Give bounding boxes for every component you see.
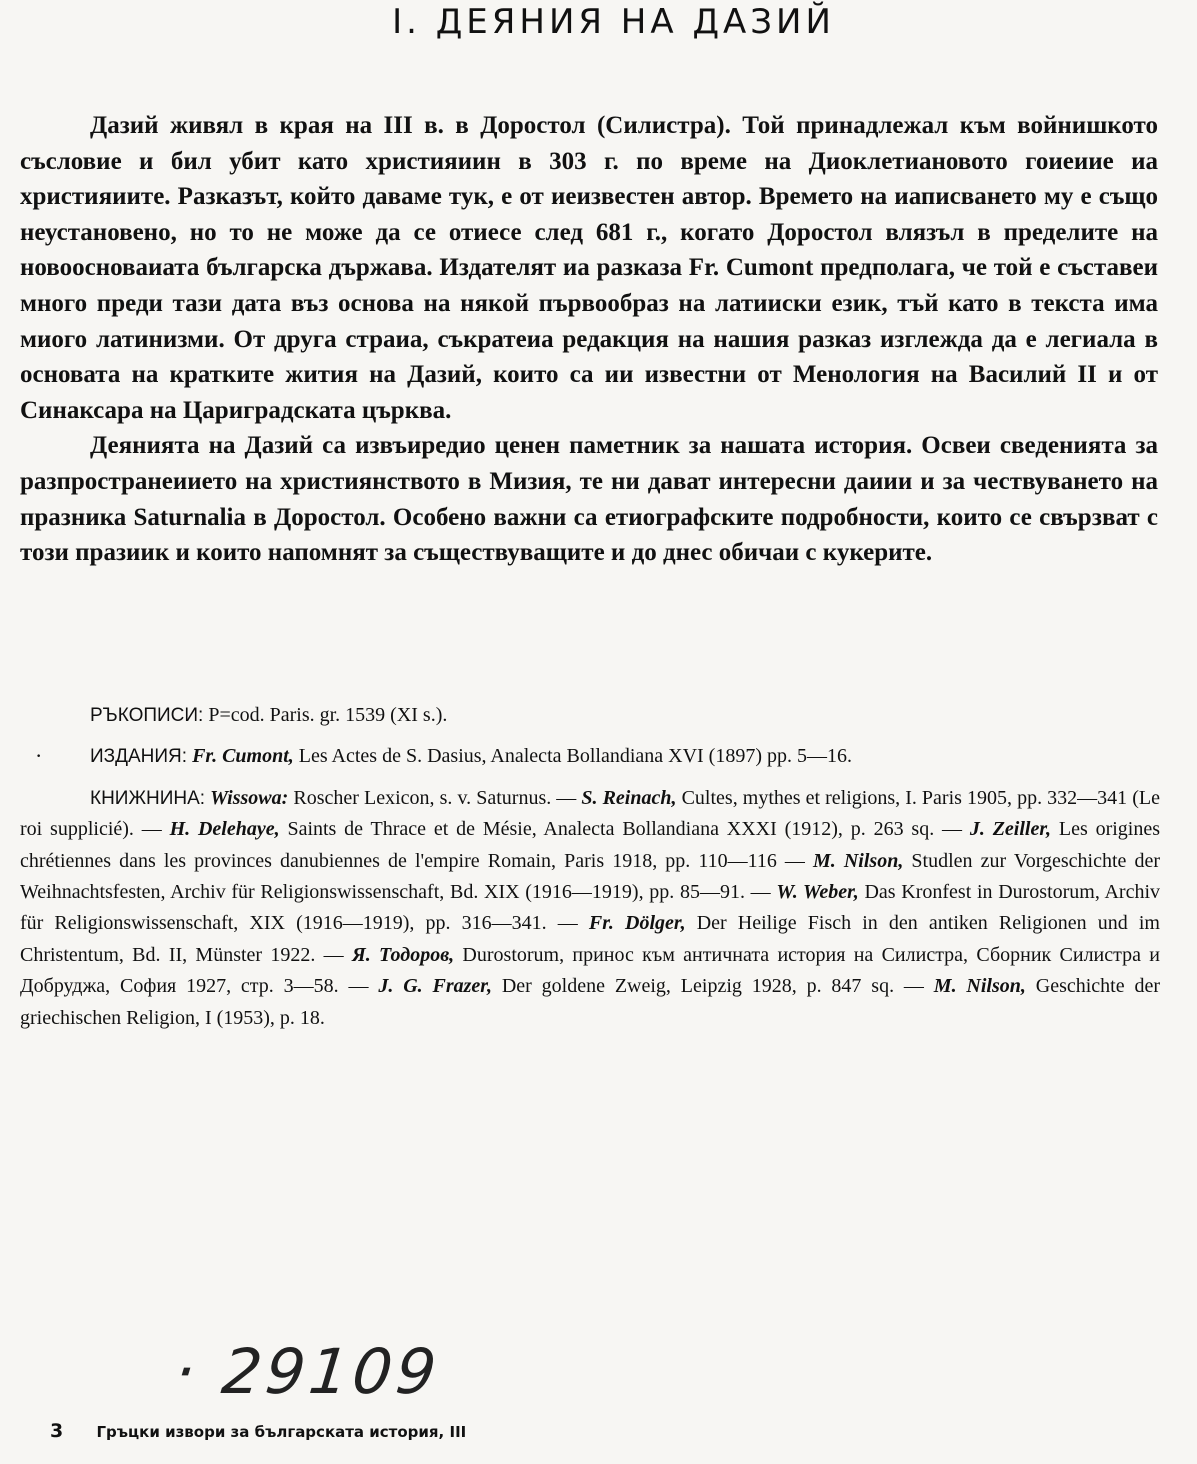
paragraph-intro: Дазий живял в края на III в. в Доростол (Силистра). Той принадлежал към войнишкото съсловие и бил убит като християиин в 303 г. по време на Диоклетиановото гоиеиие иа християиите. Разказът, който даваме тук, е от иеизвестен автор. Времето на иаписването му е също неустановено, но то не може да се отиесе след 681 г., когато Доростол влязъл в пределите на новоосноваиата българска държава. Издателят иа разказа Fr. Cumont предполага, че той е съставеи много преди тази дата въз основа на някой първообраз на латииски език, тъй като в текста има миого латинизми. От друга страиа, съкратеиа редакция на нашия разказ изглежда да е легиала в основата на кратките жития на Дазий, които са ии известни от Менология на Василий II и от Синаксара на Цариградската църква. bbox=[20, 112, 1158, 424]
bib-author: Wissowa: bbox=[210, 786, 289, 809]
bib-author: J. Zeiller, bbox=[969, 818, 1052, 841]
editions-text: Les Actes de S. Dasius, Analecta Bollandiana XVI (1897) pp. 5—16. bbox=[298, 745, 853, 768]
editions-label: ИЗДАНИЯ: bbox=[90, 746, 188, 768]
manuscripts-text: P=cod. Paris. gr. 1539 (XI s.). bbox=[208, 704, 448, 726]
bib-author: W. Weber, bbox=[776, 881, 859, 904]
bib-text: Der goldene Zweig, Leipzig 1928, p. 847 sq. — bbox=[491, 975, 934, 998]
bib-author: S. Reinach, bbox=[581, 786, 677, 809]
bib-text: Studlen zur Vorgeschichte der Weihnachtsfesten, Archiv für Religionswissenschaft, Bd. XIX (1916—1919), pp. 85—91. — bbox=[20, 849, 1161, 904]
handwritten-dot: · bbox=[171, 1335, 227, 1408]
bib-text: Les origines chrétiennes dans les provinces danubiennes de l'empire Romain, Paris 1918, pp. 110—116 — bbox=[20, 818, 1161, 872]
footer-series-title: Гръцки извори за българската история, III bbox=[96, 1423, 467, 1441]
references-section bbox=[20, 700, 1160, 1044]
paragraph-significance: Деянията на Дазий са извъиредио ценен паметник за нашата история. Освеи сведенията за разпространеиието на християнството в Мизия, те ни дават интересни даиии и за чествуването на празника Saturnalia в Доростол. Особено важни са етиографските подробности, които се свързват с този празиик и които напомнят за съществуващите и до днес обичаи с кукерите. bbox=[20, 432, 1158, 567]
manuscripts-label: РЪКОПИСИ: bbox=[90, 705, 204, 726]
bib-author: H. Delehaye, bbox=[169, 818, 280, 841]
bib-text: Cultes, mythes et religions, I. Paris 1905, pp. 332—341 (Le roi supplicié). — bbox=[20, 786, 1160, 841]
bib-author: Я. Тодоров, bbox=[351, 943, 455, 966]
bib-text: Das Kronfest in Durostorum, Archiv für Religionswissenschaft, XIX (1916—1919), pp. 316—341. — bbox=[20, 881, 1161, 935]
bib-author: Fr. Dölger, bbox=[588, 912, 686, 935]
main-text bbox=[20, 108, 1158, 571]
bib-text: Durostorum, принос към античната история на Силистра, Сборник Силистра и Добруджа, София 1927, стр. 3—58. — bbox=[20, 943, 1160, 998]
bib-text: Der Heilige Fisch in den antiken Religionen und im Christentum, Bd. II, Münster 1922. — bbox=[20, 912, 1160, 966]
bib-author: J. G. Frazer, bbox=[378, 975, 492, 998]
bib-text: Roscher Lexicon, s. v. Saturnus. — bbox=[288, 786, 582, 809]
handwritten-number: 29109 bbox=[218, 1335, 444, 1408]
bibliography-label: КНИЖНИНА: bbox=[90, 787, 206, 809]
page-title: I. ДЕЯНИЯ НА ДАЗИЙ bbox=[392, 2, 835, 42]
page-number: 3 bbox=[50, 1420, 64, 1442]
editions-author: Fr. Cumont, bbox=[192, 745, 294, 768]
bib-text: Geschichte der griechischen Religion, I (1953), p. 18. bbox=[20, 975, 1161, 1029]
bib-author: M. Nilson, bbox=[933, 975, 1026, 998]
editions-entry bbox=[20, 741, 1160, 772]
bib-text: Saints de Thrace et de Mésie, Analecta Bollandiana XXXI (1912), p. 263 sq. — bbox=[279, 818, 970, 841]
page-footer bbox=[50, 1420, 466, 1442]
margin-dot: · bbox=[35, 743, 43, 768]
handwritten-inventory-number bbox=[171, 1335, 443, 1408]
bibliography-entry bbox=[20, 783, 1160, 1034]
manuscripts-entry bbox=[20, 700, 1160, 731]
bib-author: M. Nilson, bbox=[813, 849, 904, 872]
